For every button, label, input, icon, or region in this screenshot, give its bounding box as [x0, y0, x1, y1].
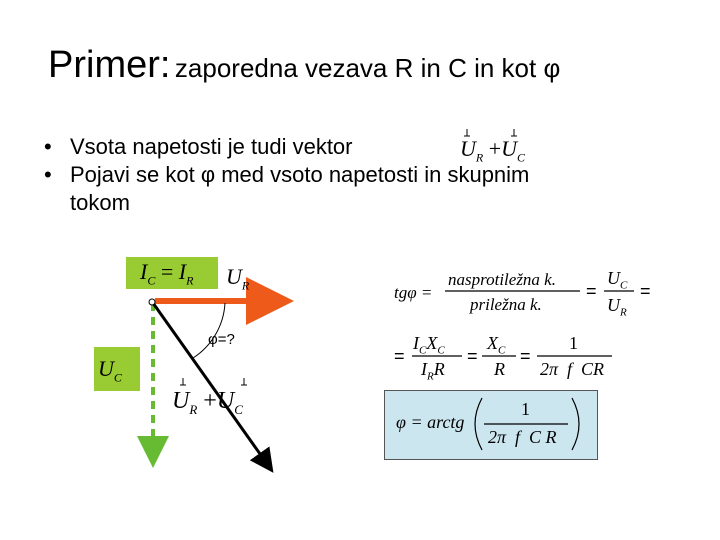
sub-c: C: [147, 273, 156, 288]
sub-c: C: [234, 401, 243, 417]
paren-left: [475, 398, 482, 450]
sum-vector-label: [172, 388, 243, 418]
current-equation: [140, 259, 193, 288]
paren-right: [572, 398, 579, 450]
sub-r: R: [475, 150, 484, 165]
tan-eq1: =: [586, 281, 597, 301]
result-lhs: φ = arctg: [396, 412, 465, 432]
u-symbol: U: [172, 388, 190, 414]
ratio-numer: $I_CX_C$: [413, 333, 445, 357]
origin-point: [149, 299, 155, 305]
ratio-eq0: =: [394, 346, 405, 366]
ratio-denom2: R: [494, 359, 505, 379]
sub-r: R: [241, 278, 250, 293]
ratio-denom: $I_RR$: [421, 359, 445, 383]
angle-label: φ=?: [208, 331, 235, 348]
sub-r: R: [186, 273, 194, 288]
tan-lhs: tgφ =: [394, 283, 433, 302]
tan-denom2: $U_R$: [607, 295, 627, 319]
i-symbol: I: [140, 259, 148, 284]
bullet-text: Pojavi se kot φ med vsoto napetosti in skupnim: [70, 162, 530, 187]
u-symbol: U: [226, 264, 242, 289]
result-denom: 2π f C R: [488, 427, 557, 447]
sub-c: C: [113, 370, 122, 385]
u-symbol: U: [460, 136, 476, 161]
tan-numerator: nasprotiležna k.: [448, 270, 556, 289]
ratio-eq1: =: [467, 346, 478, 366]
bullet-dot-icon: •: [44, 134, 52, 159]
tan-denominator: priležna k.: [470, 295, 542, 314]
sum-vector-arrow: [153, 303, 270, 468]
tan-eq2: =: [640, 281, 651, 301]
bullet-text: Vsota napetosti je tudi vektor: [70, 134, 353, 159]
ratio-numer3: 1: [569, 333, 578, 353]
sub-c: C: [517, 150, 526, 165]
title-subtitle: zaporedna vezava R in C in kot φ: [174, 53, 561, 83]
ratio-numer2: $X_C$: [487, 333, 506, 357]
u-symbol: U: [216, 388, 235, 414]
ratio-denom3: 2π f CR: [540, 359, 605, 379]
title-main: Primer:: [48, 44, 171, 86]
bullet-dot-icon: •: [44, 162, 52, 187]
ur-label: [226, 264, 249, 293]
result-numer: 1: [521, 399, 530, 419]
u-symbol: U: [501, 136, 518, 161]
sub-r: R: [189, 401, 198, 417]
plus-sign: +: [488, 136, 502, 161]
u-symbol: U: [98, 356, 114, 381]
ratio-eq2: =: [520, 346, 531, 366]
bullet-continuation: tokom: [70, 190, 130, 215]
uc-label: [98, 356, 122, 385]
tan-numer2: $U_C$: [607, 268, 628, 292]
equals-sign: =: [160, 259, 174, 284]
i-symbol: I: [178, 259, 187, 284]
sum-vector-formula: [460, 136, 525, 165]
plus-sign: +: [203, 388, 217, 414]
